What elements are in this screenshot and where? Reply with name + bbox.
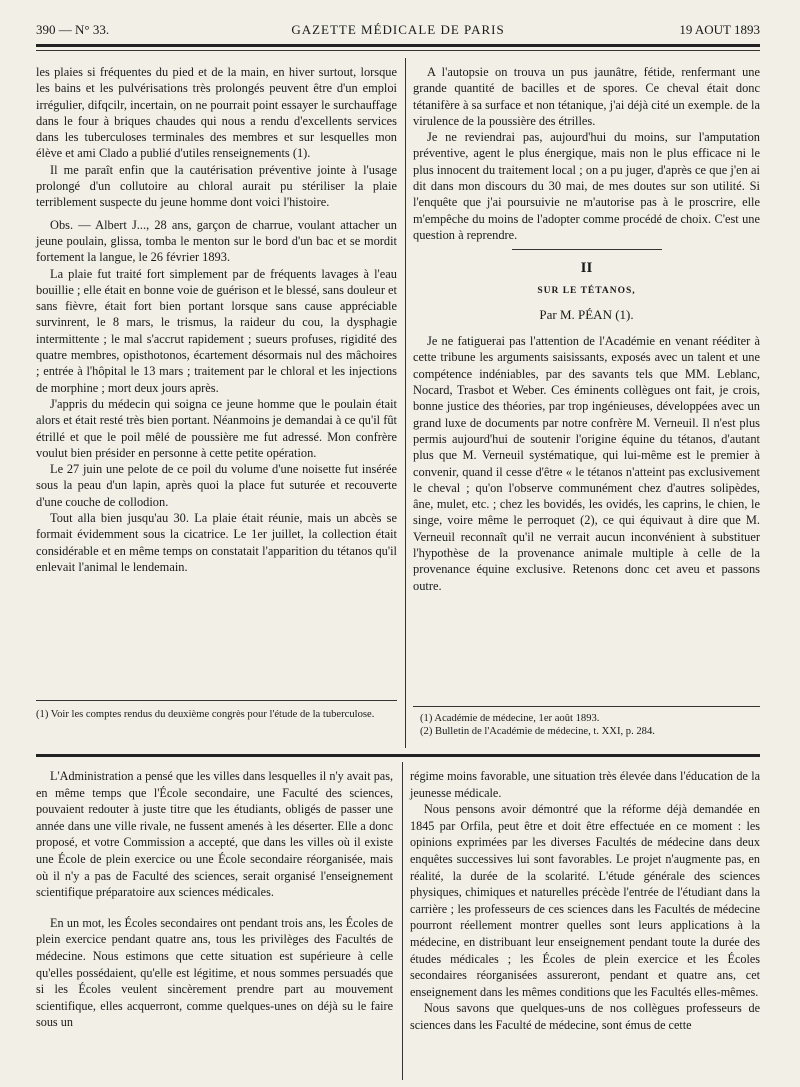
footnote-rule <box>413 706 760 707</box>
right-column <box>413 64 760 594</box>
paragraph: les plaies si fréquentes du pied et de la main, en hiver surtout, lorsque les bains et les pulvérisations très prolongés peuvent être d'un emploi irrégulier, difqcilr, incertain, on ne pourrait point essayer le surchauffage dans le four à briques chaudes qui nous a rendu d'excellents services dans les tuberculoses terminales des membres et sur lesquelles mon élève et ami Clado a publié d'utiles renseignements (1). <box>36 65 397 161</box>
paragraph: régime moins favorable, une situation très élevée dans l'éducation de la jeunesse médicale. <box>410 769 760 800</box>
paragraph: J'appris du médecin qui soigna ce jeune homme que le poulain était alors et était resté très bien portant. Néanmoins je demandai à ce qu'il fût étrillé et que le poil mêlé de poussière me fut adressé. Mon confrère voulut bien présider en personne à cette petite opération. <box>36 396 397 460</box>
footnote-rule <box>36 700 397 701</box>
paragraph: Nous pensons avoir démontré que la réforme déjà demandée en 1845 par Orfila, peut être et doit être effectuée en ce moment : les opinions exprimées par les diverses Facultés de médecine dans deux enquêtes successives lui sont favorables. Le projet n'augmente pas, en réalité, la durée de la scolarité. L'étude générale des sciences physiques, chimiques et naturelles précède l'entrée de l'étudiant dans la carrière ; les professeurs de ces sciences dans les Facultés de médecine pourront réellement montrer quelles sont leurs applications à la médecine, en distribuant leur enseignement pendant toute la durée des études médicales ; les Écoles de plein exercice et les Écoles secondaires réorganisées assureront, pendant et quatre ans, cet enseignement dans les mêmes conditions que les Facultés elles-mêmes. <box>410 802 760 999</box>
header-rule <box>36 44 760 47</box>
observation-paragraph: Obs. — Albert J..., 28 ans, garçon de charrue, voulant attacher un jeune poulain, glissa, tomba le menton sur le bord d'un bac et se mordit fortement la langue, le 26 février 1893. <box>36 217 397 265</box>
journal-title: GAZETTE MÉDICALE DE PARIS <box>291 22 505 37</box>
section-author: Par M. PÉAN (1). <box>539 306 634 322</box>
paragraph: A l'autopsie on trouva un pus jaunâtre, fétide, renfermant une grande quantité de bacilles et de spores. Ce cheval était donc tétanifère à sa surface et non tétanique, j'ai déjà cité un exemple. de la virulence de la poussière des étrilles. <box>413 65 760 128</box>
paragraph: Je ne reviendrai pas, aujourd'hui du moins, sur l'amputation préventive, agent le plus énergique, mais non le plus efficace ni le plus innocent du traitement local ; on a pu juger, d'après ce que j'en ai dit dans mon discours du 30 mai, de mes doutes sur son utilité. Si l'enquête que j'ai poursuivie ne m'autorise pas à le proscrire, elle m'empêche du moins de l'adopter comme procédé de choix. C'est une question à reprendre. <box>413 130 760 242</box>
page-number: 390 — N° 33. <box>36 22 110 37</box>
bottom-left-column <box>36 768 393 1031</box>
right-footnotes <box>420 712 760 738</box>
column-divider <box>405 58 406 748</box>
paragraph: Le 27 juin une pelote de ce poil du volume d'une noisette fut insérée sous la peau d'un lapin, après quoi la place fut suturée et recouverte d'une couche de collodion. <box>36 462 397 509</box>
footnote: (1) Académie de médecine, 1er août 1893. <box>420 713 600 724</box>
issue-date: 19 AOUT 1893 <box>679 22 760 37</box>
section-rule <box>512 249 662 250</box>
column-divider <box>402 762 403 1080</box>
paragraph: La plaie fut traité fort simplement par de fréquents lavages à l'eau bouillie ; elle était en bonne voie de guérison et le blessé, sans douleur et sans fièvre, était fort bien portant lorsque sans cause appréciable survinrent, le 8 mars, le trismus, la raideur du cou, la dysphagie intermittente ; le mal s'accrut rapidement ; sueurs profuses, rigidité des quatre membres, opisthotonos, écartement désormais nul des mâchoires ; entrée à l'hôpital le 13 mars ; traitement par le chloral et les injections de morphine ; mort deux jours après. <box>36 266 397 395</box>
paragraph: L'Administration a pensé que les villes dans lesquelles il n'y avait pas, en même temps que l'École secondaire, une Faculté des sciences, pouvaient redouter à juste titre que les étudiants, obligés de passer une année dans une ville rivale, ne fussent amenés à les déserter. Elle a donc proposé, et votre Commission a accepté, que dans les villes où il existe une École de plein exercice ou une École secondaire réorganisée, mais où il n'y a pas de Faculté des sciences, serait organisé l'enseignement scientifique préparatoire aux sciences médicales. <box>36 769 393 900</box>
footnote: (2) Bulletin de l'Académie de médecine, t. XXI, p. 284. <box>420 726 655 737</box>
section-separator <box>36 754 760 757</box>
header-rule-thin <box>36 50 760 51</box>
paragraph: Nous savons que quelques-uns de nos collègues professeurs de sciences dans les Faculté de médecine, sont émus de cette <box>410 1001 760 1032</box>
bottom-right-column <box>410 768 760 1034</box>
paragraph: Il me paraît enfin que la cautérisation préventive jointe à l'usage prolongé d'un collutoire au chloral aurait pu stériliser la plaie terriblement suspecte du jeune homme dont voici l'histoire. <box>36 162 397 210</box>
paragraph: Tout alla bien jusqu'au 30. La plaie était réunie, mais un abcès se formait évidemment sous la cicatrice. Le 1er juillet, la collection était considérable et en même temps on constatait l'apparition du tétanos qu'il enlevait l'animal le lendemain. <box>36 511 397 574</box>
paragraph: En un mot, les Écoles secondaires ont pendant trois ans, les Écoles de plein exercice pendant quatre ans, tous les privilèges des Facultés de médecine. Nous estimons que cette situation est supérieure à celle qu'elles possédaient, qu'elle est légitime, et nous sommes persuadés que si les Écoles veulent sincèrement prendre part au mouvement scientifique, elles acquerront, comme quelques-unes on déjà su le faire sous un <box>36 915 393 1030</box>
page-header <box>36 20 760 42</box>
left-column <box>36 64 397 575</box>
paragraph: Je ne fatiguerai pas l'attention de l'Académie en venant rééditer à cette tribune les arguments saisissants, exposés avec un talent et une compétence indéniables, par des savants tels que MM. Leblanc, Nocard, Trasbot et Weber. Ces éminents collègues ont fait, je crois, bonne justice des théories, par trop ingénieuses, développées avec un grand luxe de documents par notre confrère M. Verneuil. Il n'est plus permis aujourd'hui de soutenir l'origine équine du tétanos, d'autant plus que M. Verneuil systématique, qui lui-même est le premier à convenir, quand il cesse d'être « le tétanos n'atteint pas exclusivement le cheval ; qu'on l'observe communément chez d'autres solipèdes, âne, mulet, etc. ; chez les bovidés, les ovidés, les caprins, le chien, le singe, voire même le perroquet (2), ce qui équivaut à dire que M. Verneuil reconnaît qu'il ne verrait aucun inconvénient à substituer l'hypothèse de la provenance animale multiple à celle de la provenance équine exclusive. Retenons donc cet aveu et passons outre. <box>413 334 760 593</box>
section-title: SUR LE TÉTANOS, <box>537 285 636 296</box>
section-number: II <box>580 260 593 277</box>
left-footnote <box>36 708 397 721</box>
footnote: (1) Voir les comptes rendus du deuxième congrès pour l'étude de la tuberculose. <box>36 709 375 720</box>
